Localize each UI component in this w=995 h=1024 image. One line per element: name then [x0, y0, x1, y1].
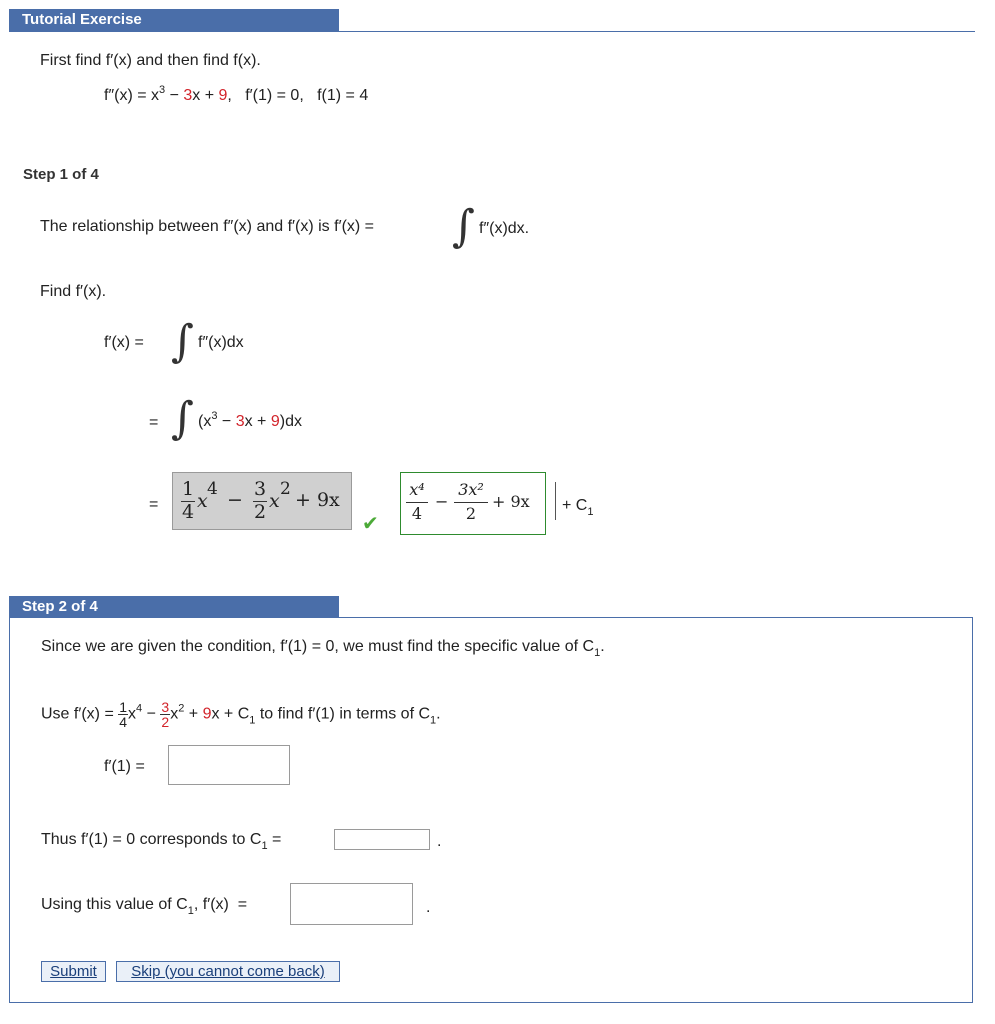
line3-equals: =	[149, 496, 159, 513]
fx-input[interactable]	[290, 883, 413, 925]
f1-input[interactable]	[168, 745, 290, 785]
checkmark-icon: ✔	[362, 513, 379, 535]
frac2-numerator: 3	[253, 478, 267, 500]
correct-answer-box	[400, 472, 546, 535]
correct-frac2-numerator: 3x²	[458, 480, 484, 499]
line2-equals: =	[149, 414, 159, 431]
step2-header	[9, 596, 339, 618]
term2: x	[269, 490, 280, 512]
problem-equation: $f''(x) = x^3 - 3x + 9$, f′(1) = 0, f(1) = 4	[104, 84, 369, 104]
integral-sign-icon: ∫	[452, 201, 475, 252]
relationship-text: The relationship between f″(x) and f′(x) is f′(x) =	[40, 218, 375, 235]
use-fprime-text: Use f′(x) = $\frac{1}{4}$ $x^4$ − $\frac{3}{2}$ $x^2 + 9x + C_1$ to find f′(1) in terms of $C_1$.	[41, 699, 441, 730]
thus-text: Thus f′(1) = 0 corresponds to $C_1$ =	[41, 831, 282, 852]
correct-plus-term: + 9x	[492, 492, 530, 511]
submit-button[interactable]: Submit	[41, 961, 106, 982]
frac1-numerator: 1	[181, 478, 195, 500]
step1-header: Step 1 of 4	[23, 166, 99, 183]
tutorial-header-rule	[9, 31, 975, 32]
line1-lhs: f′(x) =	[104, 334, 144, 351]
f1-label: f′(1) =	[104, 758, 145, 775]
constant-divider	[555, 482, 556, 520]
condition-text: Since we are given the condition, f′(1) = 0, we must find the specific value of $C_1$.	[41, 638, 605, 659]
correct-frac2-denominator: 2	[465, 504, 477, 523]
step2-panel	[9, 617, 973, 1003]
correct-frac1-denominator: 4	[411, 504, 423, 523]
line1-integrand: f″(x)dx	[198, 334, 244, 351]
use-frac1: $\frac{1}{4}$	[119, 699, 128, 730]
problem-instruction: First find f′(x) and then find f(x).	[40, 52, 261, 69]
line2-integrand: $(x^3 - 3x + 9)dx$	[198, 410, 302, 430]
integral-sign-icon: ∫	[171, 393, 194, 444]
use-frac2: $\frac{3}{2}$	[161, 699, 170, 730]
skip-button[interactable]: Skip (you cannot come back)	[116, 961, 340, 982]
relationship-integrand: f″(x)dx.	[479, 220, 530, 237]
c1-input[interactable]	[334, 829, 430, 850]
step2-header-label: Step 2 of 4	[22, 598, 98, 615]
minus-sign: −	[227, 489, 243, 511]
frac2-denominator: 2	[253, 501, 267, 523]
correct-frac1-numerator: x⁴	[409, 480, 425, 499]
period-1: .	[437, 833, 442, 850]
integral-sign-icon: ∫	[171, 316, 194, 367]
tutorial-header	[9, 9, 339, 31]
using-value-text: Using this value of $C_1$, f′(x) =	[41, 896, 248, 917]
plus-term: + 9x	[295, 489, 340, 511]
correct-frac1-bar	[406, 502, 428, 503]
submitted-answer-box	[172, 472, 352, 530]
find-fprime-label: Find f′(x).	[40, 283, 107, 300]
constant-c1: + $C_1$	[562, 497, 594, 518]
tutorial-header-label: Tutorial Exercise	[22, 11, 142, 28]
correct-frac2-bar	[454, 502, 488, 503]
frac1-denominator: 4	[181, 501, 195, 523]
exp1: 4	[207, 479, 218, 499]
correct-minus-sign: −	[435, 492, 449, 511]
term1: x	[197, 490, 208, 512]
period-2: .	[426, 899, 431, 916]
exp2: 2	[280, 479, 291, 499]
